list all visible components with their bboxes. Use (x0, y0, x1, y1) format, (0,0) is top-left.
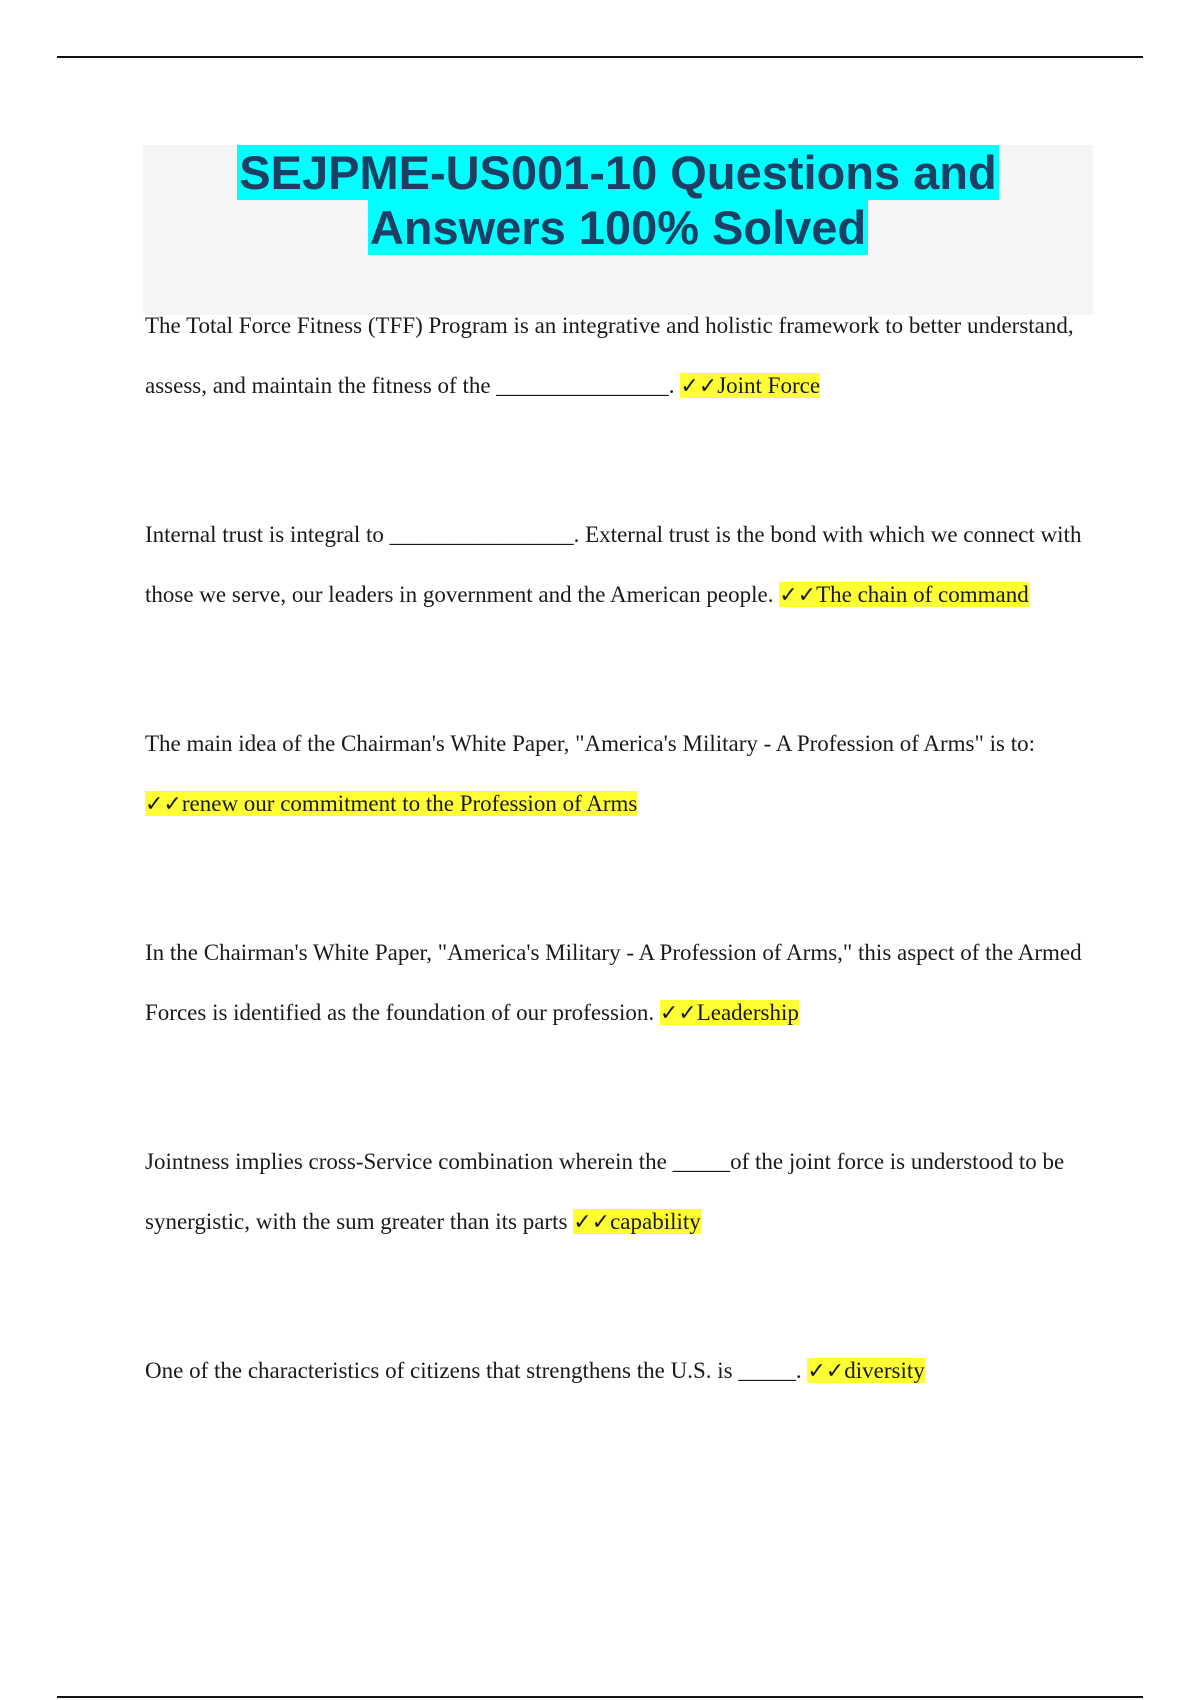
question-text: Jointness implies cross-Service combination wherein the _____of the joint force is understood to be synergistic, with the sum greater than its parts (145, 1149, 1065, 1234)
qa-item-3 (145, 714, 1095, 835)
question-text: In the Chairman's White Paper, "America's Military - A Profession of Arms," this aspect of the Armed Forces is identified as the foundation of our profession. (145, 940, 1082, 1025)
qa-item-5 (145, 1132, 1095, 1253)
answer-highlight (660, 1000, 799, 1025)
answer-highlight (680, 373, 820, 398)
answer-text: The chain of command (816, 582, 1029, 607)
answer-highlight (573, 1209, 701, 1234)
question-text: The Total Force Fitness (TFF) Program is an integrative and holistic framework to better understand, assess, and maintain the fitness of the _______________. (145, 313, 1074, 398)
title-line-1: SEJPME-US001-10 Questions and (239, 146, 997, 199)
title-block (143, 145, 1093, 315)
answer-highlight (145, 791, 637, 816)
double-check-icon: ✓✓ (779, 583, 817, 608)
answer-highlight (779, 582, 1029, 607)
double-check-icon: ✓✓ (659, 1001, 697, 1026)
qa-item-4 (145, 923, 1095, 1044)
question-text: The main idea of the Chairman's White Paper, "America's Military - A Profession of Arms" is to: (145, 731, 1035, 756)
answer-text: capability (610, 1209, 701, 1234)
double-check-icon: ✓✓ (807, 1359, 845, 1384)
qa-item-2 (145, 505, 1095, 626)
answer-text: Joint Force (717, 373, 821, 398)
answer-highlight (807, 1358, 924, 1383)
double-check-icon: ✓✓ (680, 374, 718, 399)
question-text: One of the characteristics of citizens that strengthens the U.S. is _____. (145, 1358, 808, 1383)
double-check-icon: ✓✓ (145, 792, 182, 817)
double-check-icon: ✓✓ (573, 1210, 611, 1235)
qa-item-6 (145, 1341, 1095, 1402)
qa-item-1 (145, 296, 1095, 417)
qa-list (145, 296, 1095, 1402)
document-title (143, 145, 1093, 255)
page-bottom-rule (57, 1696, 1143, 1698)
answer-text: Leadership (696, 1000, 799, 1025)
title-line-2: Answers 100% Solved (369, 201, 867, 254)
page-top-rule (57, 56, 1143, 58)
answer-text: diversity (844, 1358, 925, 1383)
answer-text: renew our commitment to the Profession of Arms (181, 791, 638, 816)
question-text: Internal trust is integral to ________________. External trust is the bond with which we connect with those we serve, our leaders in government and the American people. (145, 522, 1082, 607)
